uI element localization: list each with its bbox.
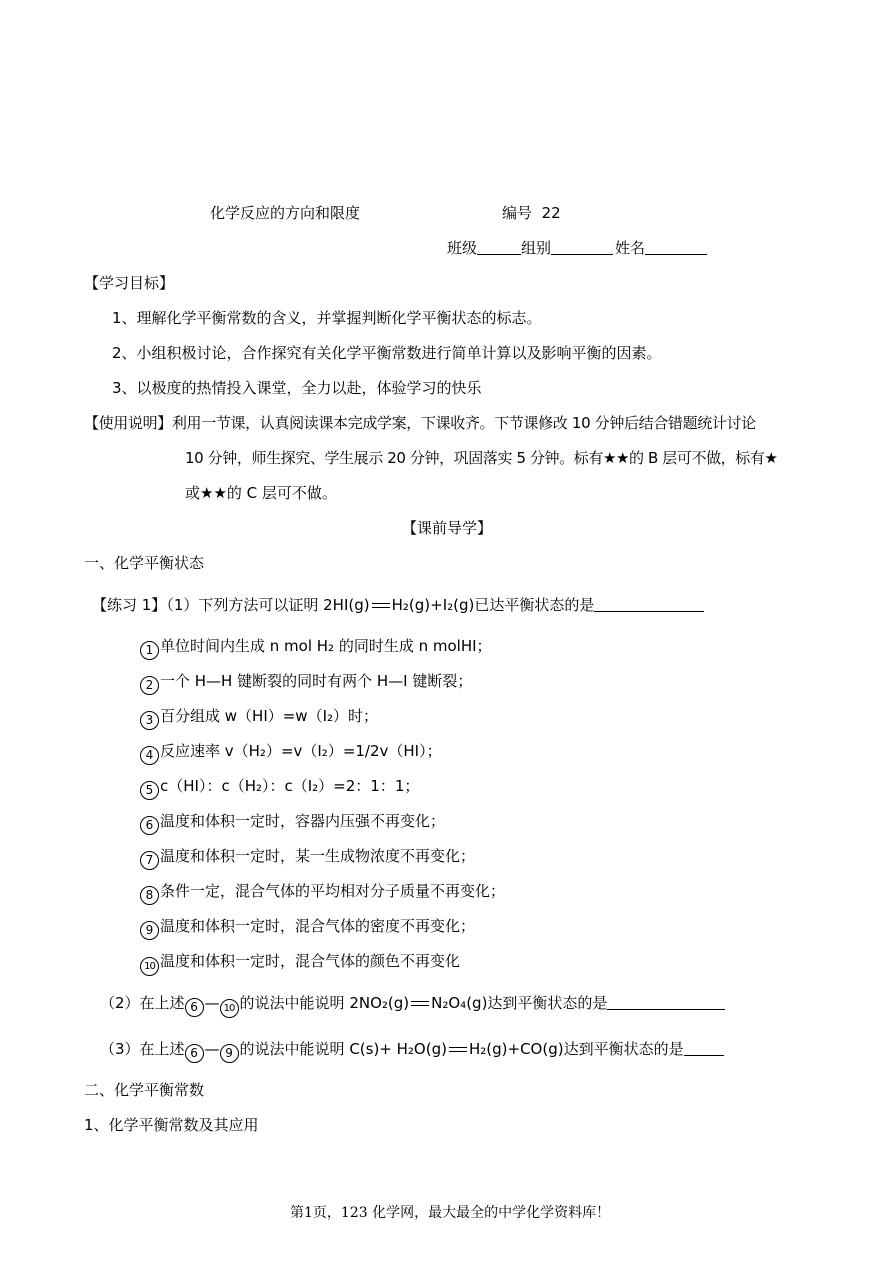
option-item bbox=[140, 881, 505, 905]
option-item bbox=[140, 671, 472, 695]
circled-number-to: 9 bbox=[220, 1044, 239, 1063]
name-blank[interactable] bbox=[645, 239, 707, 255]
q3-product: H₂(g)+CO(g) bbox=[468, 1040, 564, 1058]
option-item bbox=[140, 741, 442, 765]
option-item bbox=[140, 846, 475, 870]
usage-heading: 【使用说明】 bbox=[84, 414, 172, 432]
class-blank[interactable] bbox=[477, 239, 521, 255]
option-item bbox=[140, 636, 492, 660]
usage-line-2: 10 分钟，师生探究、学生展示 20 分钟，巩固落实 5 分钟。标有★★的 B 层可不做，标有★ bbox=[185, 449, 778, 467]
circled-number: 7 bbox=[140, 851, 159, 870]
q1-prefix: （1）下列方法可以证明 2HI(g) bbox=[166, 596, 370, 614]
group-blank[interactable] bbox=[551, 239, 613, 255]
q2-dash: — bbox=[204, 994, 220, 1012]
option-text: 温度和体积一定时，容器内压强不再变化； bbox=[160, 812, 446, 830]
circled-number-from: 6 bbox=[185, 1044, 204, 1063]
name-label: 姓名 bbox=[615, 239, 646, 257]
q3-mid: 的说法中能说明 C(s)+ H₂O(g) bbox=[239, 1040, 447, 1058]
circled-number: 5 bbox=[140, 781, 159, 800]
q3-prefix: （3）在上述 bbox=[100, 1040, 185, 1058]
doc-number bbox=[502, 203, 561, 223]
circled-number: 3 bbox=[140, 711, 159, 730]
option-item bbox=[140, 811, 445, 835]
option-item bbox=[140, 916, 475, 940]
doc-title: 化学反应的方向和限度 bbox=[210, 204, 361, 222]
option-text: 一个 H—H 键断裂的同时有两个 H—I 键断裂； bbox=[160, 672, 473, 690]
exercise-label: 【练习 1】 bbox=[92, 596, 167, 614]
option-text: c（HI）：c（H₂）：c（I₂）=2：1：1； bbox=[160, 777, 420, 795]
option-text: 温度和体积一定时，混合气体的密度不再变化； bbox=[160, 917, 476, 935]
q1-products: H₂(g)+I₂(g) bbox=[391, 596, 475, 614]
option-text: 百分组成 w（HI）=w（I₂）时； bbox=[160, 707, 379, 725]
objective-item: 2、小组积极讨论，合作探究有关化学平衡常数进行简单计算以及影响平衡的因素。 bbox=[112, 344, 662, 362]
option-text: 温度和体积一定时，某一生成物浓度不再变化； bbox=[160, 847, 476, 865]
option-text: 单位时间内生成 n mol H₂ 的同时生成 n molHI； bbox=[160, 637, 492, 655]
q2-product: N₂O₄(g) bbox=[431, 994, 488, 1012]
q2-suffix: 达到平衡状态的是 bbox=[487, 994, 608, 1012]
option-item bbox=[140, 951, 460, 976]
circled-number: 8 bbox=[140, 886, 159, 905]
option-item bbox=[140, 706, 378, 730]
student-info-row bbox=[447, 238, 707, 258]
number-value: 22 bbox=[541, 204, 561, 222]
option-text: 条件一定，混合气体的平均相对分子质量不再变化； bbox=[160, 882, 506, 900]
circled-number-from: 6 bbox=[185, 998, 204, 1017]
exercise-1-question bbox=[92, 595, 704, 615]
usage-line-3: 或★★的 C 层可不做。 bbox=[185, 484, 337, 502]
circled-number: 9 bbox=[140, 921, 159, 940]
circled-number: 10 bbox=[140, 957, 159, 976]
q3-dash: — bbox=[204, 1040, 220, 1058]
objective-item: 3、以极度的热情投入课堂，全力以赴，体验学习的快乐 bbox=[112, 379, 482, 397]
option-item bbox=[140, 776, 419, 800]
circled-number: 4 bbox=[140, 746, 159, 765]
objective-item: 1、理解化学平衡常数的含义，并掌握判断化学平衡状态的标志。 bbox=[112, 309, 542, 327]
page-footer: 第1页，123 化学网，最大最全的中学化学资料库！ bbox=[290, 1205, 611, 1221]
q2-prefix: （2）在上述 bbox=[100, 994, 185, 1012]
class-label: 班级 bbox=[447, 239, 478, 257]
equilibrium-sign bbox=[447, 1044, 469, 1056]
q3-suffix: 达到平衡状态的是 bbox=[563, 1040, 684, 1058]
circled-number: 6 bbox=[140, 816, 159, 835]
number-label: 编号 bbox=[502, 204, 533, 222]
q2-mid: 的说法中能说明 2NO₂(g) bbox=[239, 994, 410, 1012]
preclass-heading: 【课前导学】 bbox=[402, 519, 493, 537]
usage-line-1 bbox=[84, 413, 756, 433]
section-2-sub-1: 1、化学平衡常数及其应用 bbox=[84, 1116, 259, 1134]
circled-number: 2 bbox=[140, 676, 159, 695]
circled-number-to: 10 bbox=[220, 999, 239, 1018]
objectives-heading: 【学习目标】 bbox=[84, 274, 175, 292]
q3-answer-blank[interactable] bbox=[684, 1040, 724, 1056]
equilibrium-sign bbox=[370, 600, 392, 612]
circled-number: 1 bbox=[140, 641, 159, 660]
section-1-heading: 一、化学平衡状态 bbox=[84, 554, 205, 572]
q1-suffix: 已达平衡状态的是 bbox=[474, 596, 595, 614]
option-text: 温度和体积一定时，混合气体的颜色不再变化 bbox=[160, 952, 461, 970]
usage-text-1: 利用一节课，认真阅读课本完成学案，下课收齐。下节课修改 10 分钟后结合错题统计讨论 bbox=[171, 414, 756, 432]
question-2 bbox=[100, 993, 725, 1018]
q2-answer-blank[interactable] bbox=[607, 994, 725, 1010]
section-2-heading: 二、化学平衡常数 bbox=[84, 1081, 205, 1099]
equilibrium-sign bbox=[409, 998, 431, 1010]
q1-answer-blank[interactable] bbox=[594, 596, 704, 612]
option-text: 反应速率 v（H₂）=v（I₂）=1/2v（HI）； bbox=[160, 742, 442, 760]
group-label: 组别 bbox=[521, 239, 552, 257]
question-3 bbox=[100, 1039, 724, 1063]
